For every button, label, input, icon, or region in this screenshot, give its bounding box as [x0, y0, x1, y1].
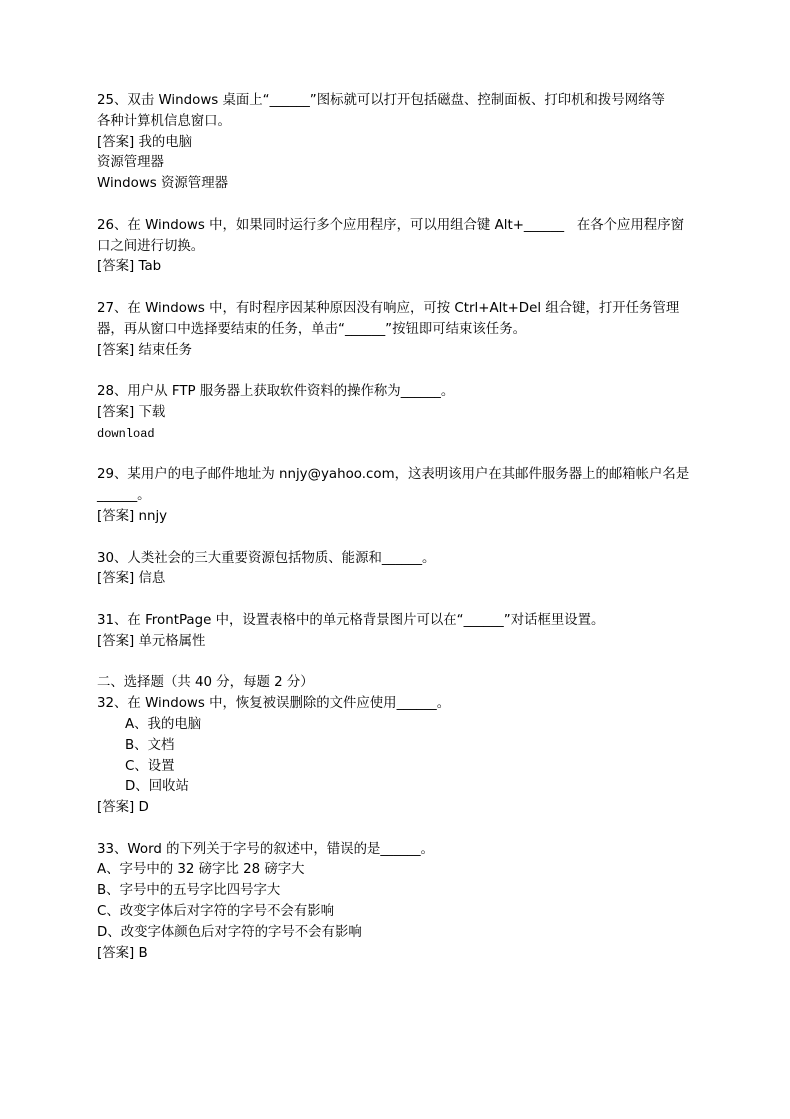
question-text: 26、在 Windows 中，如果同时运行多个应用程序，可以用组合键 Alt+______ 在各个应用程序窗 — [97, 217, 684, 233]
question-text: 33、Word 的下列关于字号的叙述中，错误的是______。 — [97, 841, 434, 857]
spacer — [97, 195, 697, 216]
question-28 — [97, 382, 697, 444]
question-text: 器，再从窗口中选择要结束的任务，单击“______”按钮即可结束该任务。 — [97, 321, 526, 337]
spacer — [97, 278, 697, 299]
question-text: 28、用户从 FTP 服务器上获取软件资料的操作称为______。 — [97, 384, 455, 400]
answer-label: [答案] 单元格属性 — [97, 633, 206, 649]
spacer — [97, 819, 697, 840]
question-text: ______。 — [97, 488, 151, 504]
spacer — [97, 653, 697, 674]
answer-label: [答案] 下载 — [97, 404, 166, 420]
spacer — [97, 528, 697, 549]
section-choice-questions — [97, 673, 697, 964]
answer-label: [答案] 我的电脑 — [97, 134, 193, 150]
option-a: A、字号中的 32 磅字比 28 磅字大 — [97, 862, 305, 878]
answer-label: [答案] Tab — [97, 259, 162, 275]
question-32 — [97, 694, 697, 819]
option-c: C、改变字体后对字符的字号不会有影响 — [97, 904, 334, 920]
answer-label: [答案] nnjy — [97, 508, 168, 524]
answer-label: [答案] D — [97, 800, 149, 816]
question-33 — [97, 840, 697, 965]
option-d: D、回收站 — [125, 779, 189, 795]
option-d: D、改变字体颜色后对字符的字号不会有影响 — [97, 924, 362, 940]
option-b: B、文档 — [125, 737, 175, 753]
question-27 — [97, 299, 697, 361]
question-25 — [97, 91, 697, 195]
question-text: 31、在 FrontPage 中，设置表格中的单元格背景图片可以在“______”对话框里设置。 — [97, 612, 605, 628]
answer-alt: download — [97, 426, 155, 441]
answer-label: [答案] B — [97, 945, 148, 961]
question-text: 29、某用户的电子邮件地址为 nnjy@yahoo.com，这表明该用户在其邮件服务器上的邮箱帐户名是 — [97, 467, 690, 483]
option-a: A、我的电脑 — [125, 716, 202, 732]
option-b: B、字号中的五号字比四号字大 — [97, 883, 281, 899]
answer-label: [答案] 信息 — [97, 571, 166, 587]
section-heading: 二、选择题（共 40 分，每题 2 分） — [97, 675, 314, 691]
option-c: C、设置 — [125, 758, 175, 774]
question-text: 25、双击 Windows 桌面上“______”图标就可以打开包括磁盘、控制面板、打印机和拨号网络等 — [97, 93, 665, 108]
question-26 — [97, 216, 697, 278]
question-text: 各种计算机信息窗口。 — [97, 113, 231, 129]
document-page — [97, 91, 697, 964]
spacer — [97, 361, 697, 382]
question-text: 32、在 Windows 中，恢复被误删除的文件应使用______。 — [97, 696, 451, 712]
answer-label: [答案] 结束任务 — [97, 342, 193, 358]
spacer — [97, 590, 697, 611]
question-text: 30、人类社会的三大重要资源包括物质、能源和______。 — [97, 550, 436, 566]
question-31 — [97, 611, 697, 653]
question-text: 27、在 Windows 中，有时程序因某种原因没有响应，可按 Ctrl+Alt+Del 组合键，打开任务管理 — [97, 300, 680, 316]
question-29 — [97, 465, 697, 527]
answer-alt: Windows 资源管理器 — [97, 176, 228, 192]
spacer — [97, 445, 697, 466]
question-30 — [97, 549, 697, 591]
question-text: 口之间进行切换。 — [97, 238, 205, 254]
answer-alt: 资源管理器 — [97, 155, 164, 171]
